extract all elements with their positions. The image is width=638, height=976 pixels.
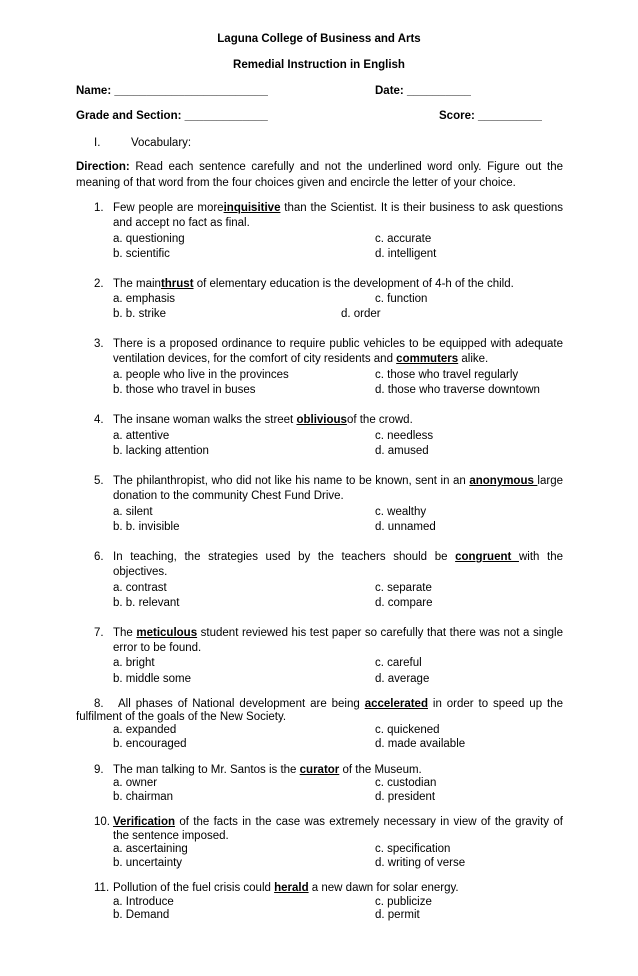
question-number: 2. (94, 278, 104, 290)
choice-a[interactable]: a. expanded (113, 724, 177, 736)
question-line: In teaching, the strategies used by the teachers should be congruent with the (113, 551, 564, 563)
underlined-word: thrust (160, 278, 194, 290)
question-number: 4. (94, 414, 104, 426)
choice-c[interactable]: c. quickened (375, 724, 440, 736)
choice-a[interactable]: a. Introduce (113, 896, 174, 908)
section-title: Vocabulary: (131, 137, 192, 149)
choice-b[interactable]: b. middle some (113, 673, 191, 685)
underlined-word: congruent (455, 551, 519, 563)
question-line: Verification of the facts in the case was extremely necessary in view of the gravity of (113, 816, 563, 828)
choice-d[interactable]: d. intelligent (375, 248, 437, 260)
question-line: ventilation devices, for the comfort of city residents and commuters alike. (113, 353, 489, 365)
choice-b[interactable]: b. uncertainty (113, 857, 183, 869)
question-number: 10. (94, 816, 110, 828)
underlined-word: commuters (396, 353, 459, 365)
grade-section-field: Grade and Section: _____________ (76, 110, 268, 122)
question-line: The mainthrust of elementary education is the development of 4-h of the child. (113, 278, 514, 290)
choice-c[interactable]: c. accurate (375, 233, 432, 245)
choice-b[interactable]: b. b. invisible (113, 521, 180, 533)
choice-c[interactable]: c. wealthy (375, 506, 427, 518)
underlined-word: accelerated (364, 698, 428, 710)
question-line: Few people are moreinquisitive than the Scientist. It is their business to ask questions (113, 202, 563, 214)
underlined-word: Verification (113, 816, 175, 828)
choice-a[interactable]: a. silent (113, 506, 153, 518)
question-line: and accept no fact as final. (113, 217, 250, 229)
choice-c[interactable]: c. needless (375, 430, 434, 442)
choice-d[interactable]: d. compare (375, 597, 433, 609)
choice-b[interactable]: b. encouraged (113, 738, 187, 750)
choice-b[interactable]: b. those who travel in buses (113, 384, 256, 396)
score-field: Score: __________ (439, 110, 542, 122)
choice-a[interactable]: a. people who live in the provinces (113, 369, 289, 381)
question-number: 11. (94, 882, 110, 894)
choice-c[interactable]: c. those who travel regularly (375, 369, 519, 381)
choice-b[interactable]: b. chairman (113, 791, 174, 803)
choice-d[interactable]: d. order (341, 308, 381, 320)
choice-c[interactable]: c. specification (375, 843, 451, 855)
question-number: 7. (94, 627, 104, 639)
choice-a[interactable]: a. contrast (113, 582, 167, 594)
choice-a[interactable]: a. ascertaining (113, 843, 188, 855)
question-line: The philanthropist, who did not like his name to be known, sent in an anonymous large (113, 475, 563, 487)
choice-b[interactable]: b. scientific (113, 248, 170, 260)
question-number: 8. (94, 698, 104, 710)
choice-d[interactable]: d. president (375, 791, 436, 803)
choice-c[interactable]: c. function (375, 293, 428, 305)
question-line: fulfilment of the goals of the New Society. (76, 711, 287, 723)
name-field: Name: ________________________ (76, 85, 268, 97)
choice-b[interactable]: b. b. strike (113, 308, 167, 320)
underlined-word: anonymous (469, 475, 538, 487)
choice-d[interactable]: d. unnamed (375, 521, 436, 533)
choice-a[interactable]: a. questioning (113, 233, 185, 245)
question-line: The meticulous student reviewed his test paper so carefully that there was not a single (113, 627, 564, 639)
question-line: objectives. (113, 566, 168, 578)
choice-d[interactable]: d. writing of verse (375, 857, 466, 869)
choice-d[interactable]: d. average (375, 673, 430, 685)
question-line: Pollution of the fuel crisis could herald a new dawn for solar energy. (113, 882, 459, 894)
question-number: 6. (94, 551, 104, 563)
question-line: All phases of National development are being accelerated in order to speed up the (118, 698, 563, 710)
choice-c[interactable]: c. separate (375, 582, 432, 594)
subject-title: Remedial Instruction in English (233, 59, 405, 71)
choice-c[interactable]: c. publicize (375, 896, 432, 908)
choice-a[interactable]: a. bright (113, 657, 155, 669)
section-number: I. (94, 137, 101, 149)
choice-c[interactable]: c. custodian (375, 777, 437, 789)
direction-line-2: meaning of that word from the four choices given and encircle the letter of your choice. (76, 177, 516, 189)
underlined-word: meticulous (136, 627, 198, 639)
choice-c[interactable]: c. careful (375, 657, 422, 669)
direction-line-1: Direction: Read each sentence carefully and not the underlined word only. Figure out the (76, 161, 563, 173)
question-number: 1. (94, 202, 104, 214)
question-number: 9. (94, 764, 104, 776)
choice-b[interactable]: b. Demand (113, 909, 170, 921)
choice-d[interactable]: d. permit (375, 909, 420, 921)
question-line: the sentence imposed. (113, 830, 229, 842)
choice-b[interactable]: b. b. relevant (113, 597, 180, 609)
underlined-word: herald (274, 882, 309, 894)
choice-a[interactable]: a. owner (113, 777, 158, 789)
choice-b[interactable]: b. lacking attention (113, 445, 209, 457)
choice-a[interactable]: a. emphasis (113, 293, 176, 305)
question-number: 5. (94, 475, 104, 487)
school-name: Laguna College of Business and Arts (217, 33, 421, 45)
date-field: Date: __________ (375, 85, 471, 97)
choice-d[interactable]: d. amused (375, 445, 429, 457)
choice-a[interactable]: a. attentive (113, 430, 170, 442)
question-line: The man talking to Mr. Santos is the curator of the Museum. (113, 764, 422, 776)
underlined-word: inquisitive (223, 202, 281, 214)
choice-d[interactable]: d. those who traverse downtown (375, 384, 540, 396)
question-number: 3. (94, 338, 104, 350)
question-line: The insane woman walks the street obliviousof the crowd. (113, 414, 413, 426)
direction-label: Direction: (76, 161, 130, 173)
question-line: donation to the community Chest Fund Drive. (113, 490, 344, 502)
choice-d[interactable]: d. made available (375, 738, 466, 750)
question-line: There is a proposed ordinance to require public vehicles to be equipped with adequate (113, 338, 563, 350)
question-line: error to be found. (113, 642, 202, 654)
underlined-word: curator (299, 764, 340, 776)
underlined-word: oblivious (296, 414, 347, 426)
